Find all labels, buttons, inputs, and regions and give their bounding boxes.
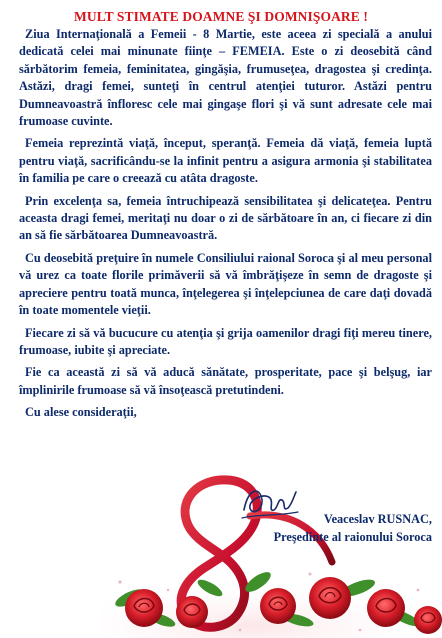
- greeting-title: MULT STIMATE DOAMNE ŞI DOMNIŞOARE !: [74, 9, 368, 24]
- paragraph-1: Ziua Internaţională a Femeii - 8 Martie, este aceea zi specială a anului dedicată celei mai minunate fiinţe – FEMEIA. Este o zi deosebită când sărbătorim femeia, feminitatea, gingăşia, frumuseţea, dragostea şi credinţa. Astăzi, dragi femei, sunteţi în centrul atenţiei tuturor. Astăzi pentru Dumneavoastră înfloresc cele mai gingaşe flori şi vă sunt adresate cele mai frumoase cuvinte.: [19, 27, 432, 129]
- paragraph-3: Prin excelenţa sa, femeia întruchipează sensibilitatea şi delicateţea. Pentru aceasta dragi femei, meritaţi nu doar o zi de sărbătoare în an, ci fiecare zi din an să fie sărbătoarea Dumneavoastră.: [19, 193, 432, 243]
- closing-line: Cu alese consideraţii,: [25, 405, 137, 420]
- signer-block: [274, 510, 432, 546]
- paragraph-2: Femeia reprezintă viaţă, început, speranţă. Femeia dă viaţă, femeia luptă pentru viaţă, sacrificându-se la infinit pentru a asigura armonia şi stabilitatea în familia pe care o creează cu atâta dragoste.: [19, 136, 432, 186]
- signer-title: Preşedinte al raionului Soroca: [273, 530, 432, 544]
- paragraph-6: Fie ca această zi să vă aducă sănătate, prosperitate, pace şi belşug, iar împlinirile frumoase să vă însoţească pretutindeni.: [19, 365, 432, 397]
- letter-body: [19, 26, 432, 427]
- paragraph-4: Cu deosebită preţuire în numele Consiliului raional Soroca şi al meu personal vă urez ca toate florile primăverii să vă îmbrăţişeze în semn de dragoste şi apreciere pentru toată munca, înţelegerea şi înţelepciunea de care daţi dovadă în toate momentele vieţii.: [19, 250, 432, 318]
- signer-name: Veaceslav RUSNAC,: [323, 512, 432, 526]
- paragraph-5: Fiecare zi să vă bucucure cu atenţia şi grija oamenilor dragi fiţi mereu tinere, frumoase, iubite şi apreciate.: [19, 325, 432, 357]
